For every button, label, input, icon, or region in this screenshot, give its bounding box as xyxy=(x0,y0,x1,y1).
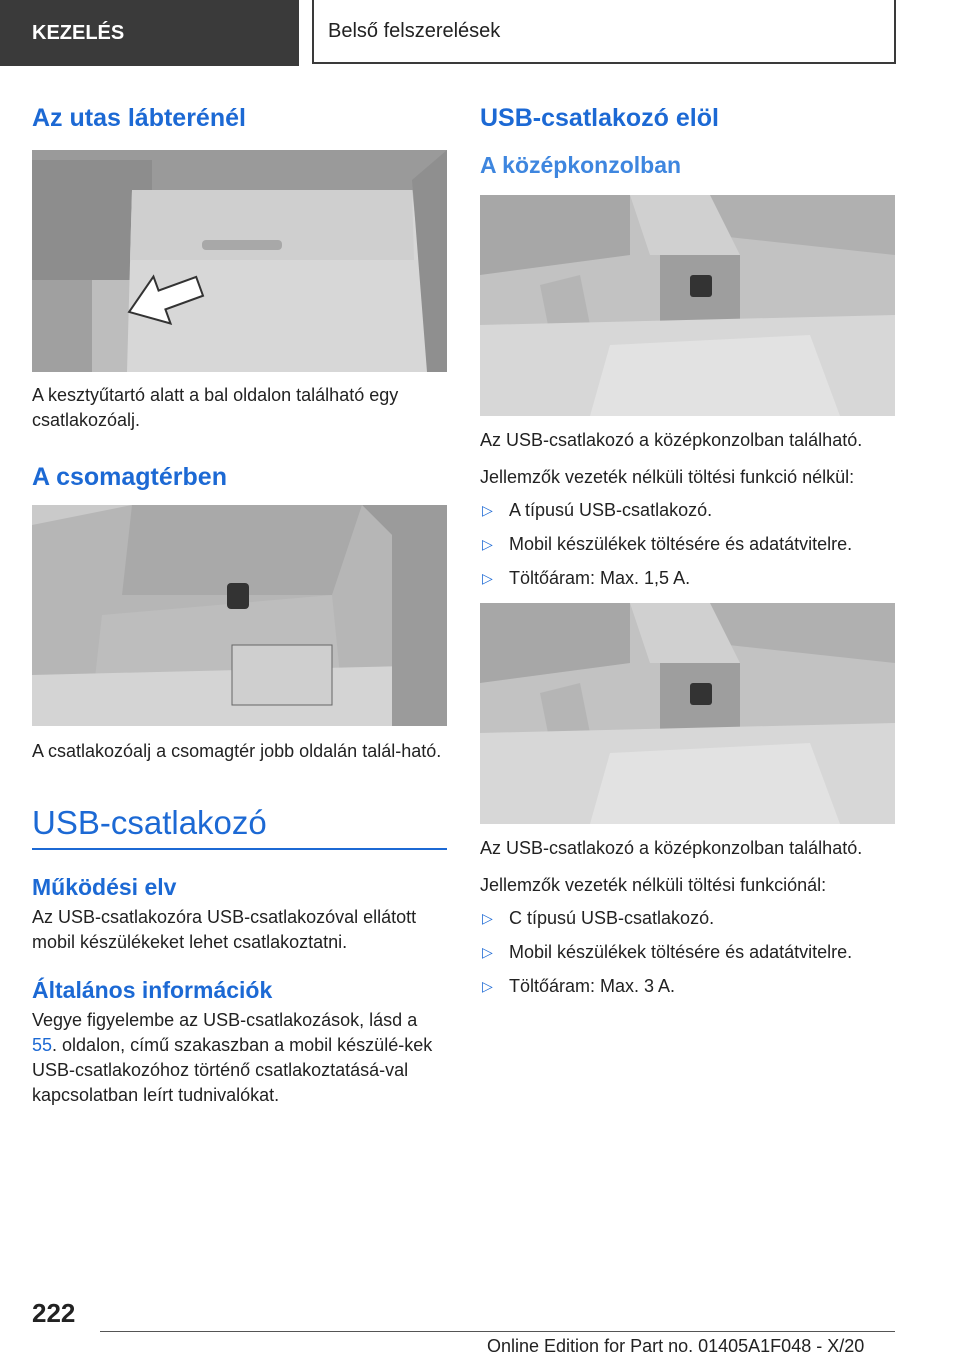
features-1-list xyxy=(480,498,895,591)
heading-usb: USB-csatlakozó xyxy=(32,804,447,850)
triangle-bullet-icon: ▷ xyxy=(482,910,493,926)
footer-edition: Online Edition for Part no. 01405A1F048 - X/20 xyxy=(487,1336,865,1356)
heading-usb-front: USB-csatlakozó elöl xyxy=(480,104,719,132)
caption-footwell: A kesztyűtartó alatt a bal oldalon található egy csatlakozóalj. xyxy=(32,385,399,430)
list-item: ▷ Mobil készülékek töltésére és adatátvitelre. xyxy=(480,940,895,965)
caption-console-2: Az USB-csatlakozó a középkonzolban található. xyxy=(480,838,863,858)
heading-footwell: Az utas lábterénél xyxy=(32,104,246,132)
features-2-list xyxy=(480,906,895,999)
right-column xyxy=(480,100,895,1008)
console-usb-a-illustration xyxy=(480,195,895,416)
heading-trunk: A csomagtérben xyxy=(32,463,227,491)
triangle-bullet-icon: ▷ xyxy=(482,502,493,518)
photo-trunk xyxy=(32,505,447,726)
photo-console-usb-a xyxy=(480,195,895,416)
features-2-intro: Jellemzők vezeték nélküli töltési funkciónál: xyxy=(480,875,827,895)
list-item: ▷ A típusú USB-csatlakozó. xyxy=(480,498,895,523)
list-item: ▷ Töltőáram: Max. 3 A. xyxy=(480,974,895,999)
text-general xyxy=(32,1008,447,1108)
caption-trunk: A csatlakozóalj a csomagtér jobb oldalán talál-ható. xyxy=(32,741,442,761)
photo-console-usb-c xyxy=(480,603,895,824)
left-column xyxy=(32,100,447,1108)
triangle-bullet-icon: ▷ xyxy=(482,978,493,994)
page-header xyxy=(0,0,960,66)
triangle-bullet-icon: ▷ xyxy=(482,570,493,586)
text-principle: Az USB-csatlakozóra USB-csatlakozóval ellátott mobil készülékeket lehet csatlakoztatni. xyxy=(32,907,417,952)
text-general-part2: . oldalon, című szakaszban a mobil készülé-kek USB-csatlakozóhoz történő csatlakoztatásá-val kapcsolatban leírt tudnivalókat. xyxy=(32,1035,433,1105)
page-reference-link[interactable]: 55 xyxy=(32,1035,53,1055)
console-usb-c-illustration xyxy=(480,603,895,824)
triangle-bullet-icon: ▷ xyxy=(482,536,493,552)
heading-console: A középkonzolban xyxy=(480,152,682,178)
caption-console-1: Az USB-csatlakozó a középkonzolban található. xyxy=(480,430,863,450)
heading-principle: Működési elv xyxy=(32,874,177,900)
footer-divider xyxy=(100,1331,895,1332)
list-item: ▷ C típusú USB-csatlakozó. xyxy=(480,906,895,931)
photo-glovebox xyxy=(32,150,447,372)
page-number: 222 xyxy=(32,1298,76,1328)
text-general-part1: Vegye figyelembe az USB-csatlakozások, lásd a xyxy=(32,1010,418,1030)
heading-general: Általános információk xyxy=(32,977,273,1003)
features-1-intro: Jellemzők vezeték nélküli töltési funkció nélkül: xyxy=(480,467,855,487)
section-tab: Belső felszerelések xyxy=(312,0,896,64)
list-item: ▷ Mobil készülékek töltésére és adatátvitelre. xyxy=(480,532,895,557)
list-item: ▷ Töltőáram: Max. 1,5 A. xyxy=(480,566,895,591)
chapter-tab: KEZELÉS xyxy=(0,0,299,66)
triangle-bullet-icon: ▷ xyxy=(482,944,493,960)
trunk-illustration xyxy=(32,505,447,726)
glovebox-illustration xyxy=(32,150,447,372)
